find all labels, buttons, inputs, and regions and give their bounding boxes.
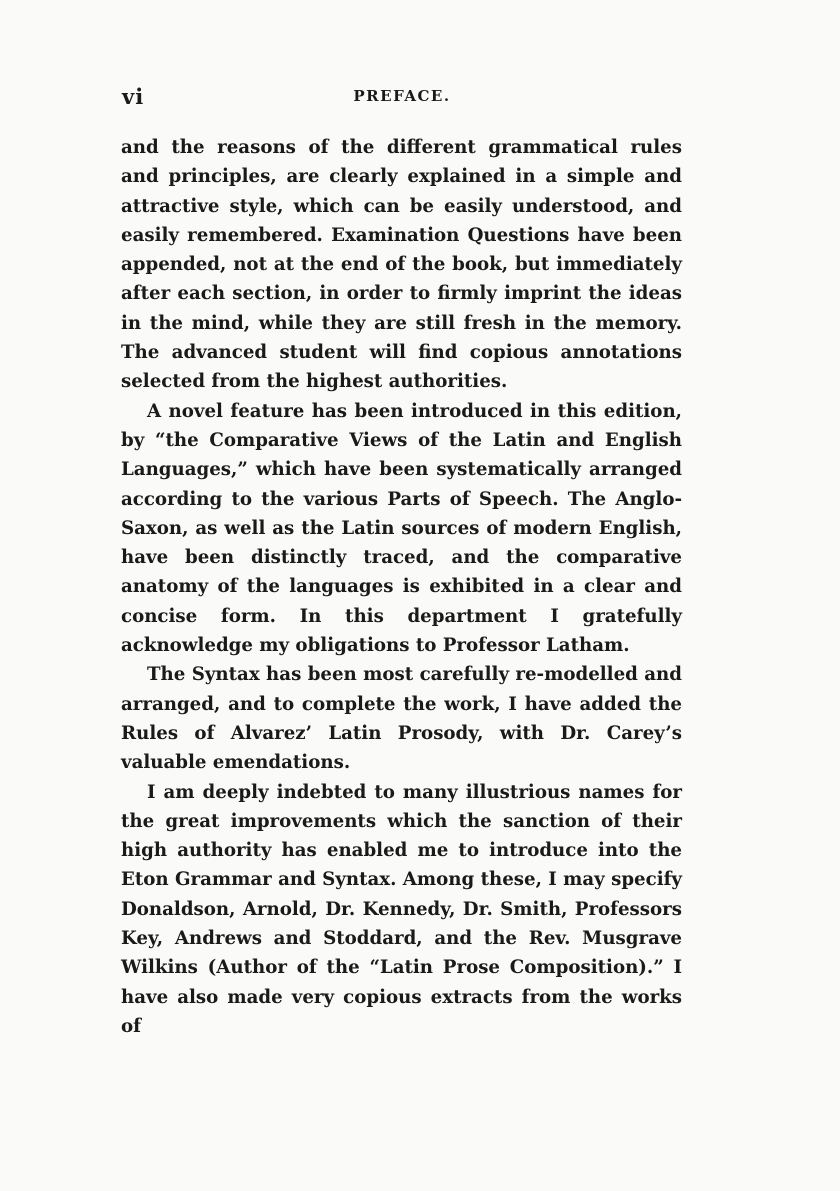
page-number: vi [122, 84, 145, 109]
paragraph-acknowledgements: I am deeply indebted to many illustrious names for the great improvements which the sanction of their high authority has enabled me to introduce into the Eton Grammar and Syntax. Among these, I may specify Donaldson, Arnold, Dr. Kennedy, Dr. Smith, Professors Key, Andrews and Stoddard, and the Rev. Musgrave Wilkins (Author of the “Latin Prose Composition).” I have also made very copious extracts from the works of [121, 781, 682, 1037]
paragraph-syntax: The Syntax has been most carefully re-modelled and arranged, and to complete the work, I have added the Rules of Alvarez’ Latin Prosody, with Dr. Carey’s valuable emendations. [121, 664, 682, 774]
running-head: PREFACE. [353, 87, 451, 105]
paragraph-comparative-views: A novel feature has been introduced in this edition, by “the Comparative Views of the Latin and English Languages,” which have been systematically arranged according to the various Parts of Speech. The Anglo-Saxon, as well as the Latin sources of modern English, have been distinctly traced, and the comparative anatomy of the languages is exhibited in a clear and concise form. In this department I gratefully acknowledge my obligations to Professor Latham. [121, 400, 682, 657]
body-text [121, 133, 682, 1041]
paragraph-continuation: and the reasons of the different grammatical rules and principles, are clearly explained in a simple and attractive style, which can be easily understood, and easily remembered. Examination Questions have been appended, not at the end of the book, but immediately after each section, in order to firmly imprint the ideas in the mind, while they are still fresh in the memory. The advanced student will find copious annotations selected from the highest authorities. [121, 137, 682, 393]
page-header [122, 84, 682, 114]
